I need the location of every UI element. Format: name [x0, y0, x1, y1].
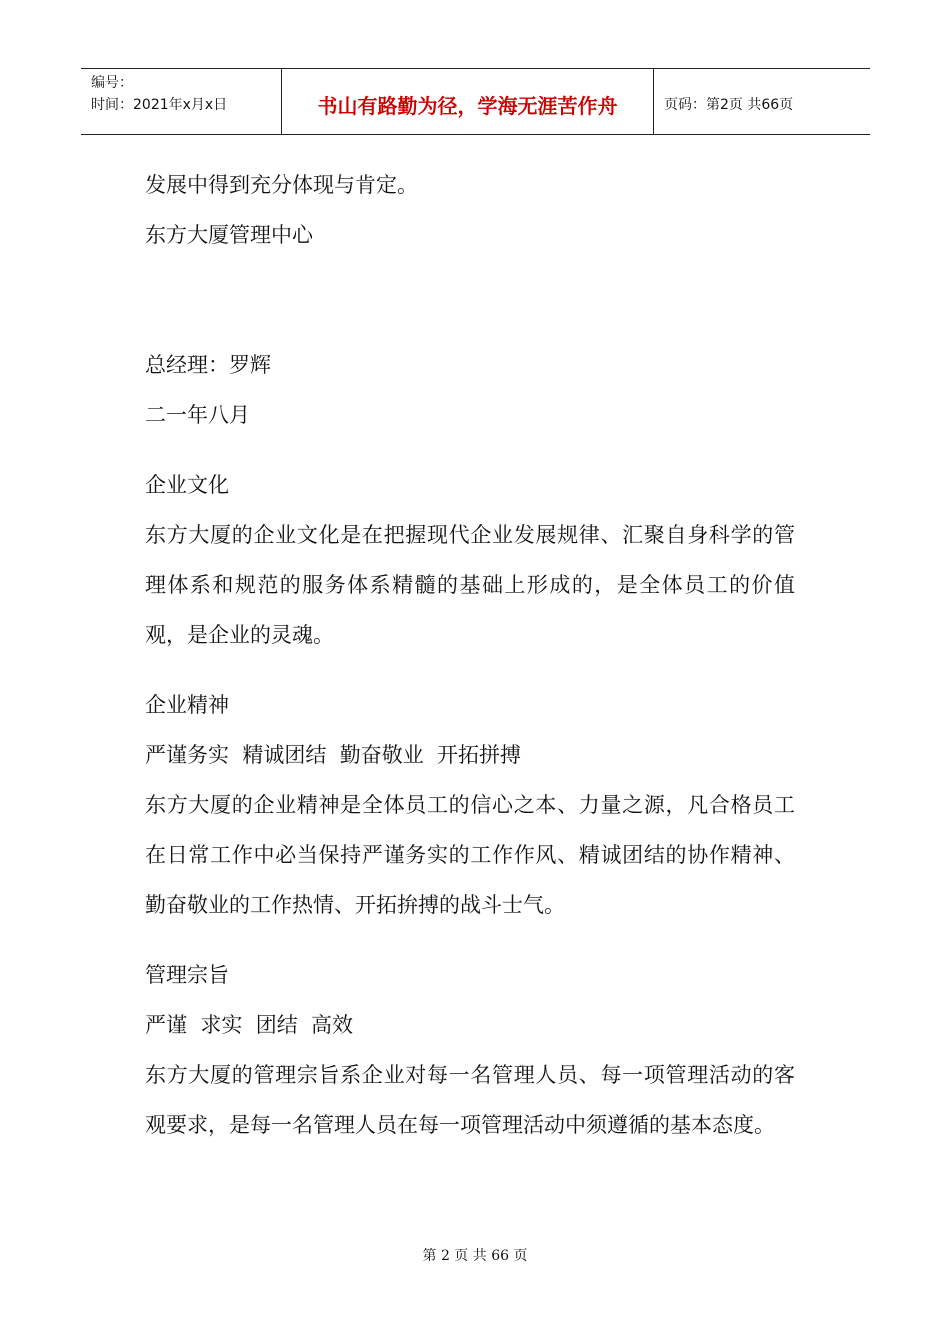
management-heading: 管理宗旨 — [145, 963, 229, 987]
signature-manager: 总经理：罗辉 — [145, 353, 271, 377]
culture-heading: 企业文化 — [145, 473, 229, 497]
spirit-slogan: 严谨务实 精诚团结 勤奋敬业 开拓拼搏 — [145, 743, 522, 767]
signature-org: 东方大厦管理中心 — [145, 223, 313, 247]
spirit-text: 东方大厦的企业精神是全体员工的信心之本、力量之源，凡合格员工在日常工作中必当保持严谨务实的工作作风、精诚团结的协作精神、勤奋敬业的工作热情、开拓拚搏的战斗士气。 — [145, 793, 795, 917]
document-body — [145, 160, 805, 1150]
header-meta — [81, 69, 281, 134]
page-footer: 第 2 页 共 66 页 — [422, 1248, 528, 1264]
intro-tail: 发展中得到充分体现与肯定。 — [145, 173, 418, 197]
header-page-info: 页码：第2页 共66页 — [664, 96, 794, 113]
culture-text: 东方大厦的企业文化是在把握现代企业发展规律、汇聚自身科学的管理体系和规范的服务体系精髓的基础上形成的，是全体员工的价值观，是企业的灵魂。 — [145, 523, 795, 647]
header-code-label: 编号： — [91, 75, 133, 91]
page-header — [81, 68, 870, 135]
management-slogan: 严谨 求实 团结 高效 — [145, 1013, 354, 1037]
header-motto: 书山有路勤为径，学海无涯苦作舟 — [281, 69, 654, 134]
header-time-label: 时间：2021年x月x日 — [91, 97, 228, 113]
management-text: 东方大厦的管理宗旨系企业对每一名管理人员、每一项管理活动的客观要求，是每一名管理人员在每一项管理活动中须遵循的基本态度。 — [145, 1063, 795, 1137]
signature-date: 二一年八月 — [145, 403, 250, 427]
spirit-heading: 企业精神 — [145, 693, 229, 717]
